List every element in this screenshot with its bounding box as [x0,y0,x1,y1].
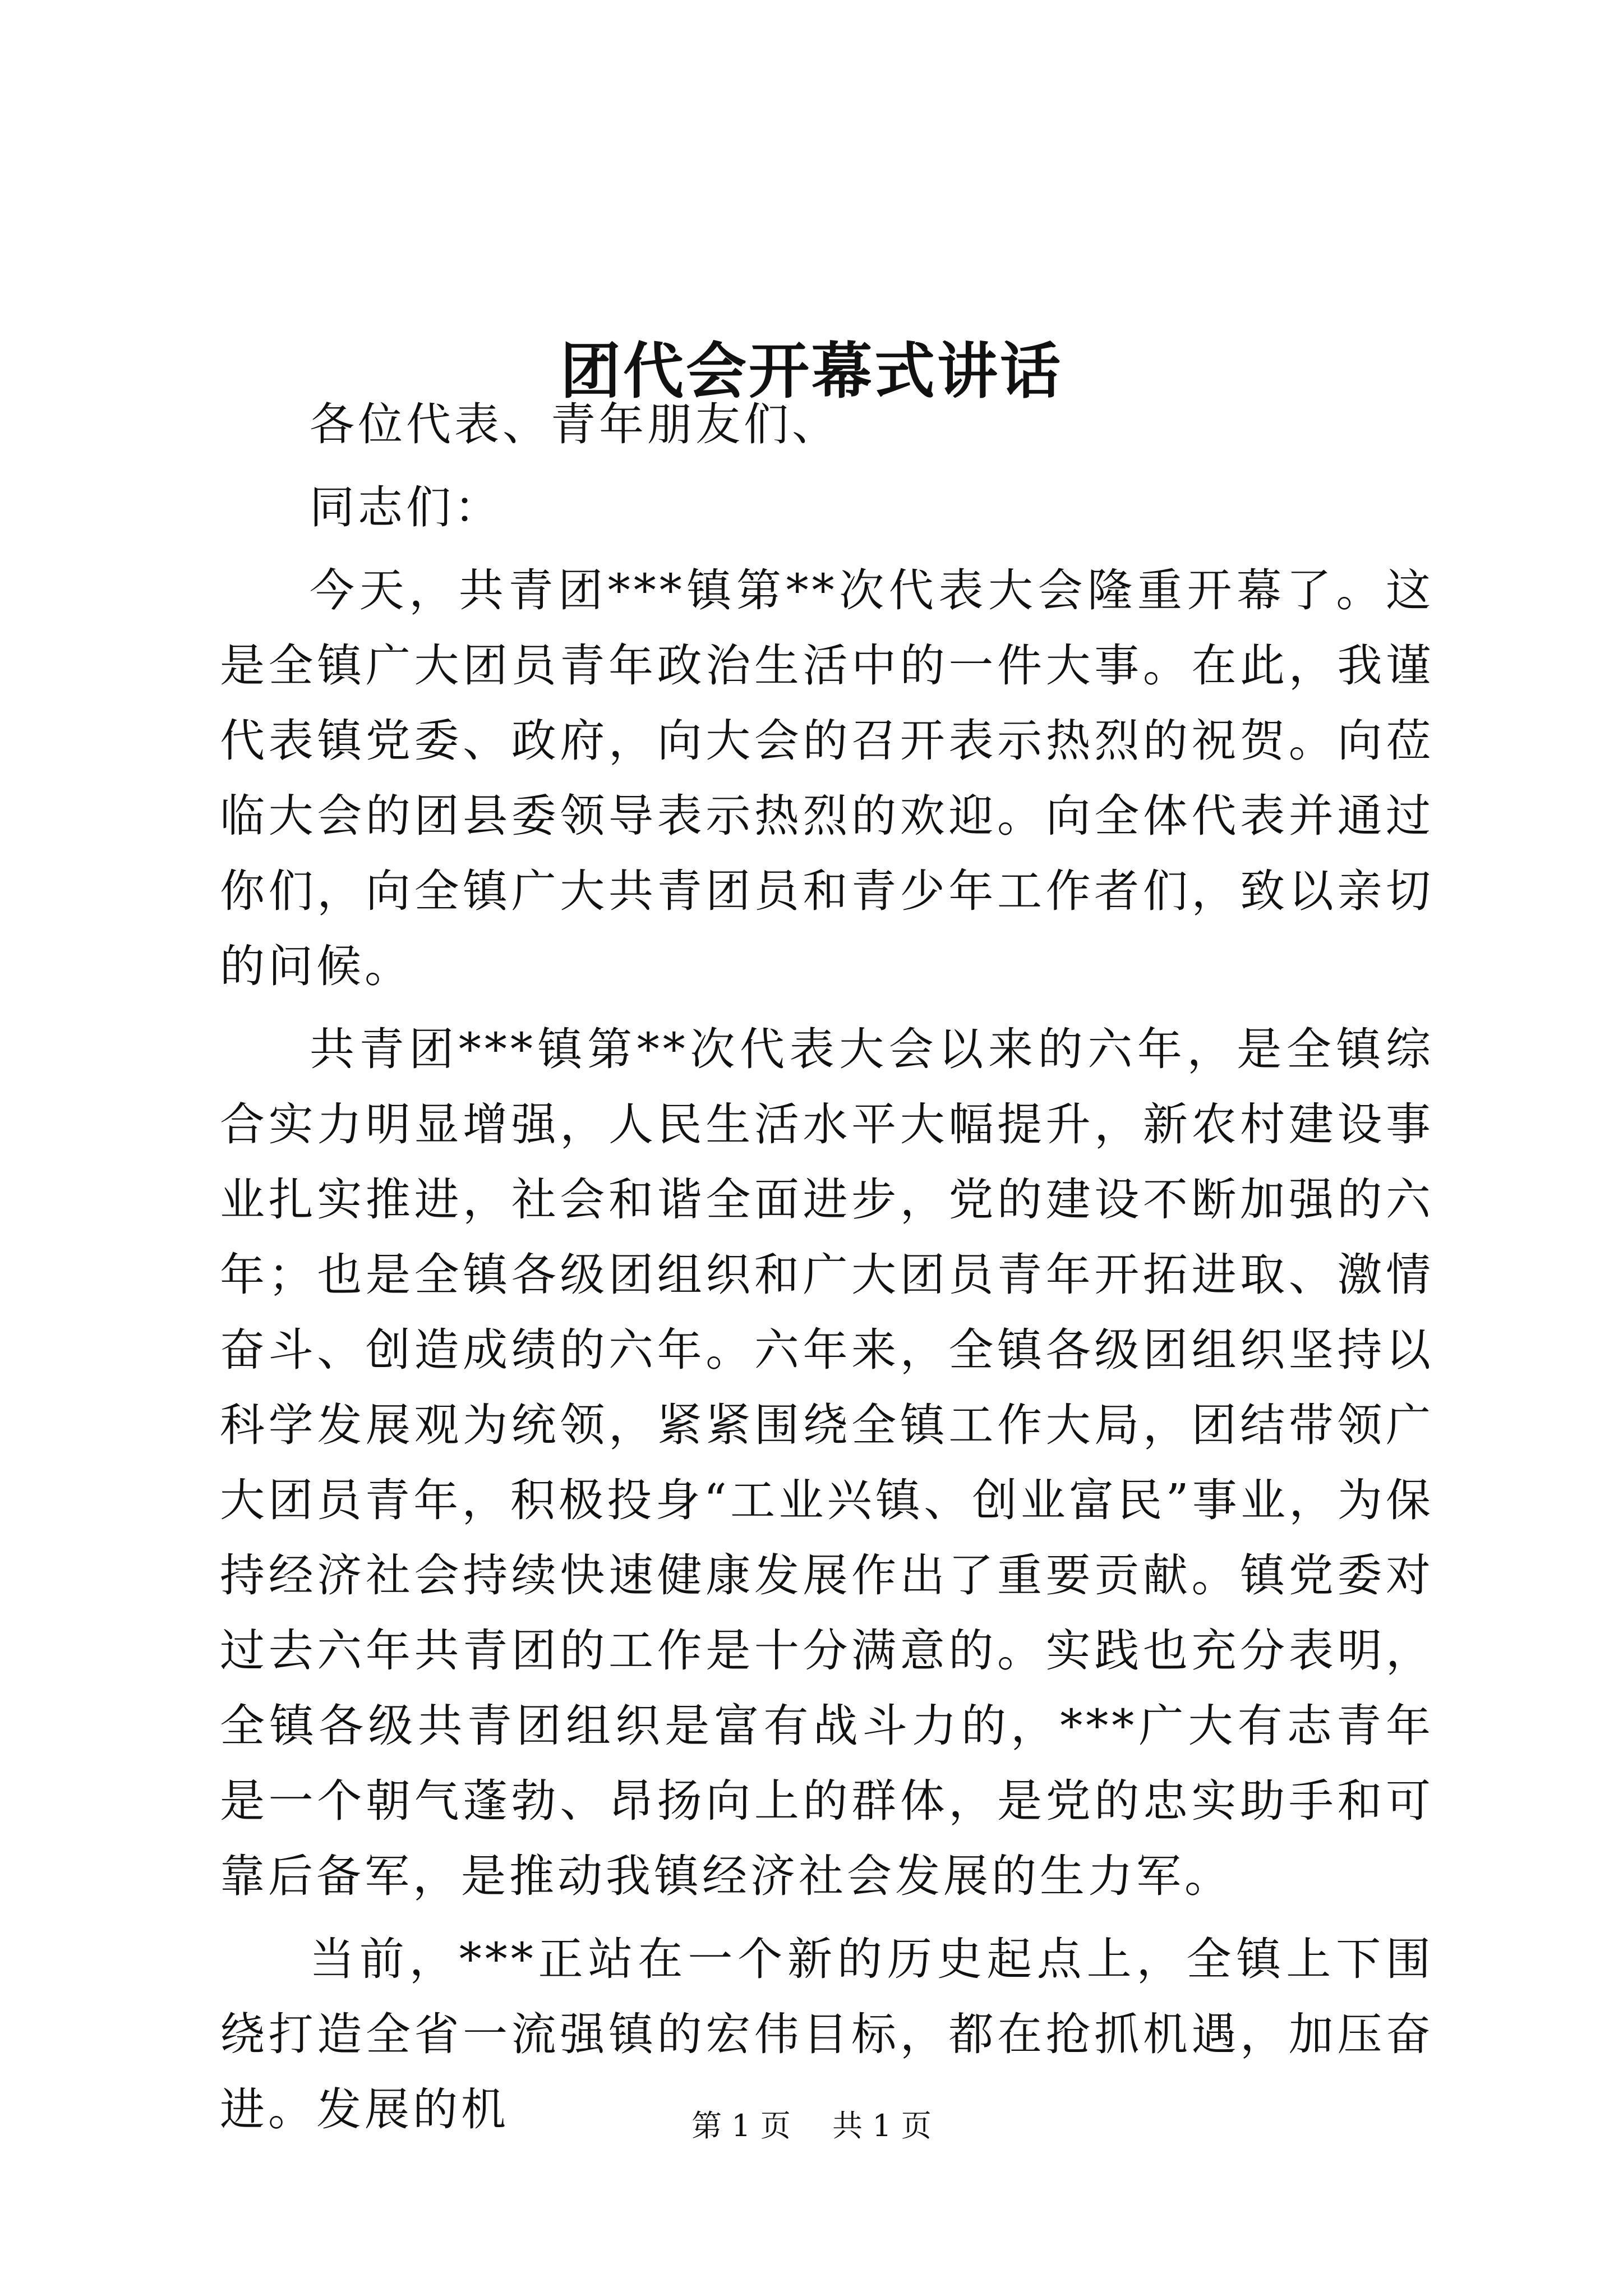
document-title: 团代会开幕式讲话 [560,336,1063,407]
salutation-line-1: 各位代表、青年朋友们、 [310,398,840,450]
body-paragraph-opening: 今天，共青团***镇第**次代表大会隆重开幕了。这是全镇广大团员青年政治生活中的一件大事。在此，我谨代表镇党委、政府，向大会的召开表示热烈的祝贺。向莅临大会的团县委领导表示热烈的欢迎。向全体代表并通过你们，向全镇广大共青团员和青少年工作者们，致以亲切的问候。 [220,564,1434,992]
document-body [220,387,1434,2155]
body-paragraph-review: 共青团***镇第**次代表大会以来的六年，是全镇综合实力明显增强，人民生活水平大幅提升，新农村建设事业扎实推进，社会和谐全面进步，党的建设不断加强的六年；也是全镇各级团组织和广大团员青年开拓进取、激情奋斗、创造成绩的六年。六年来，全镇各级团组织坚持以科学发展观为统领，紧紧围绕全镇工作大局，团结带领广大团员青年，积极投身“工业兴镇、创业富民”事业，为保持经济社会持续快速健康发展作出了重要贡献。镇党委对过去六年共青团的工作是十分满意的。实践也充分表明，全镇各级共青团组织是富有战斗力的，***广大有志青年是一个朝气蓬勃、昂扬向上的群体，是党的忠实助手和可靠后备军，是推动我镇经济社会发展的生力军。 [220,1023,1434,1902]
page-total: 共 1 页 [832,2108,932,2143]
body-paragraph-current: 当前，***正站在一个新的历史起点上，全镇上下围绕打造全省一流强镇的宏伟目标，都在抢抓机遇，加压奋进。发展的机 [220,1933,1434,2136]
salutation-line-2: 同志们： [310,481,502,533]
page-number: 第 1 页 [691,2108,791,2143]
page-footer [0,2106,1623,2146]
